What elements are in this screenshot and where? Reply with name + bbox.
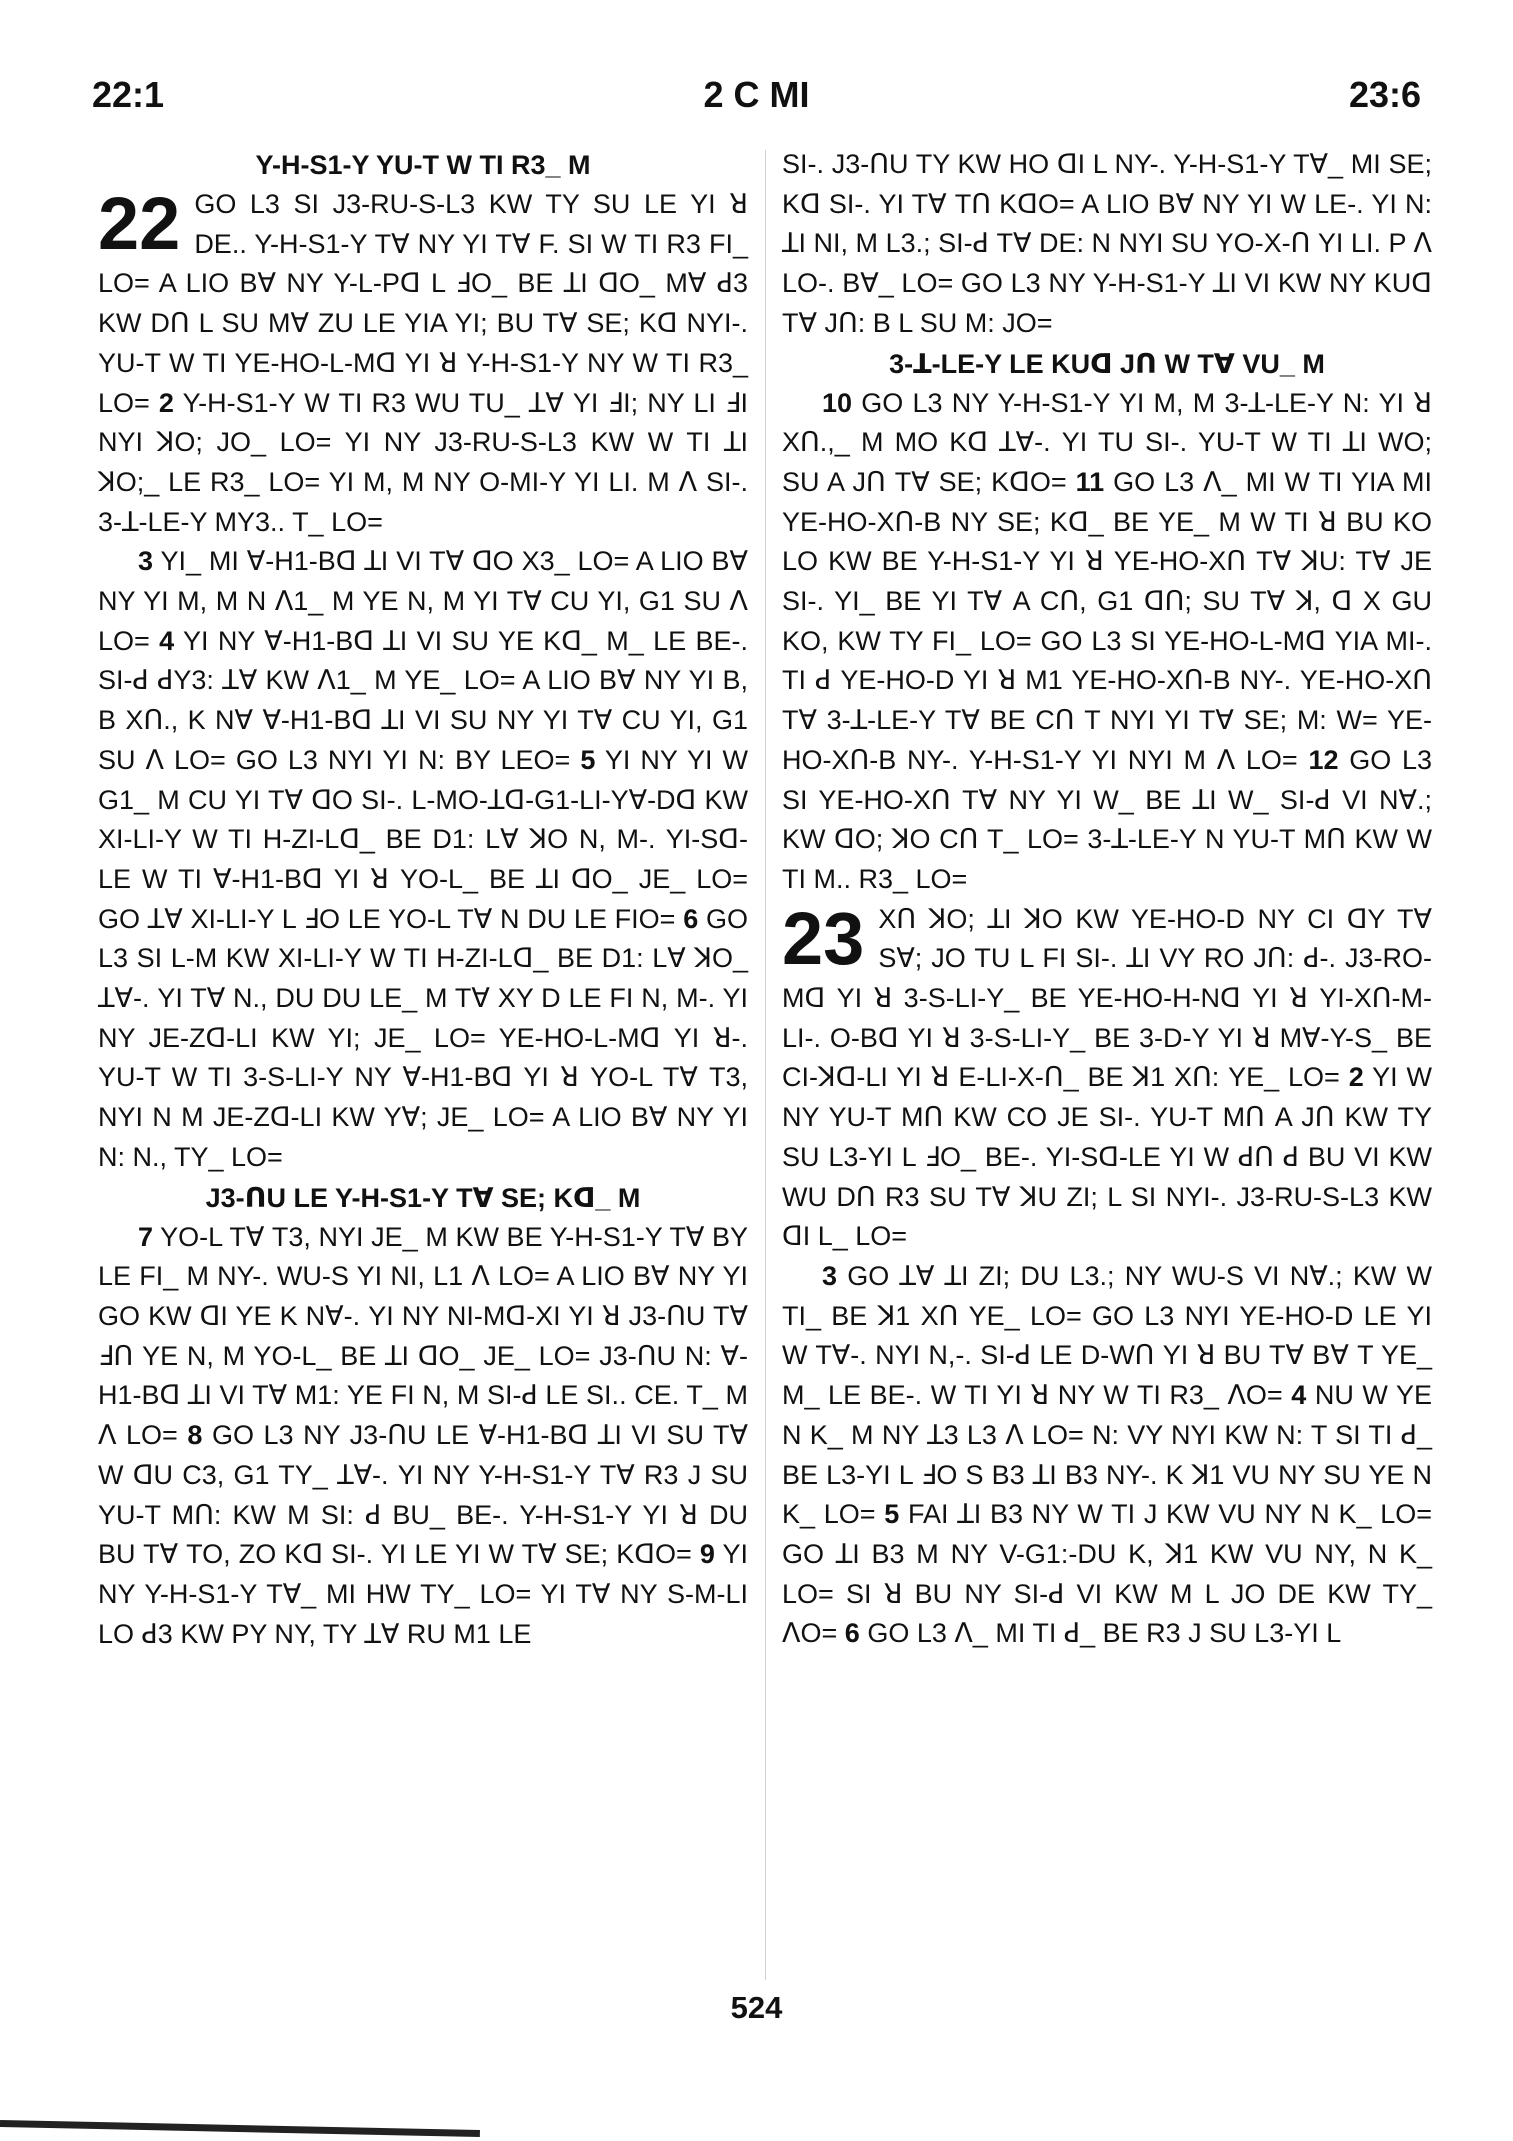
section-heading: 3-ꓕ-LE-Y LE KUꓷ Jꓵ W Tꓯ VU_ M [889,348,1325,379]
paragraph [782,384,1432,900]
verse-text: GO L3 NY Y-H-S1-Y YI M, M 3-ꓕ-LE-Y N: YI ꓤ Xꓵ.,_ M MO Kꓷ ꓕꓯ-. YI TU SI-. YU-T W TI ꓕI WO; SU A Jꓵ Tꓯ SE; KꓷO= [782,387,1432,497]
left-column [98,145,748,1654]
verse-text: YI NY YI W G1_ M CU YI Tꓯ ꓷO SI-. L-MO-ꓕꓷ-G1-LI-Yꓯ-Dꓷ KW XI-LI-Y W TI H-ZI-Lꓷ_ BE D1: Lꓯ ꓘO N, M-. YI-Sꓷ-LE W TI ꓯ-H1-Bꓷ YI ꓤ YO-L_ BE ꓕI ꓷO_ JE_ LO= GO ꓕꓯ XI-LI-Y L ꓞO LE YO-L Tꓯ N DU LE FIO= [98,744,748,934]
verse-text: NU W YE N K_ M NY ꓕ3 L3 ꓥ LO= N: VY NYI KW N: T SI TI ꓒ_ BE L3-YI L ꓞO S B3 ꓕI B3 NY-. K ꓘ1 VU NY SU YE N K_ LO= [782,1380,1432,1530]
verse-text: Xꓵ ꓘO; ꓕI ꓘO KW YE-HO-D NY CI ꓷY Tꓯ Sꓯ; JO TU L FI SI-. ꓕI VY RO Jꓵ: ꓒ-. J3-RO-Mꓷ YI ꓤ 3-S-LI-Y_ BE YE-HO-H-Nꓷ YI ꓤ YI-Xꓵ-M-LI-. O-Bꓷ YI ꓤ 3-S-LI-Y_ BE 3-D-Y YI ꓤ Mꓯ-Y-S_ BE CI-ꓘꓷ-LI YI ꓤ E-LI-X-ꓵ_ BE ꓘ1 Xꓵ: YE_ LO= [782,903,1432,1093]
verse-number: 4 [1291,1380,1307,1411]
verse-text: GO L3 ꓥ_ MI TI ꓒ_ BE R3 J SU L3-YI L [867,1618,1342,1649]
section-heading: J3-ꓵU LE Y-H-S1-Y Tꓯ SE; Kꓷ_ M [205,1182,641,1213]
verse-text: YI NY Y-H-S1-Y Tꓯ_ MI HW TY_ LO= YI Tꓯ NY S-M-LI LO ꓒ3 KW PY NY, TY ꓕꓯ RU M1 LE [98,1539,749,1649]
verse-number: 5 [580,744,596,775]
paragraph [98,542,748,1177]
column-divider [765,150,766,1980]
verse-number: 5 [884,1499,900,1530]
verse-number: 10 [822,387,853,418]
paragraph [98,1218,748,1655]
verse-number: 12 [1308,744,1339,775]
verse-text: GO L3 SI L-M KW XI-LI-Y W TI H-ZI-Lꓷ_ BE D1: Lꓯ ꓘO_ ꓕꓯ-. YI Tꓯ N., DU DU LE_ M Tꓯ XY D LE FI N, M-. YI NY JE-Zꓷ-LI KW YI; JE_ LO= YE-HO-L-Mꓷ YI ꓤ-. YU-T W TI 3-S-LI-Y NY ꓯ-H1-Bꓷ YI ꓤ YO-L Tꓯ T3, NYI N M JE-Zꓷ-LI KW Yꓯ; JE_ LO= A LIO Bꓯ NY YI N: N., TY_ LO= [98,903,748,1172]
verse-text: GO L3 NY J3-ꓵU LE ꓯ-H1-Bꓷ ꓕI VI SU Tꓯ W ꓷU C3, G1 TY_ ꓕꓯ-. YI NY Y-H-S1-Y Tꓯ R3 J SU YU-T Mꓵ: KW M SI: ꓒ BU_ BE-. Y-H-S1-Y YI ꓤ DU BU Tꓯ TO, ZO Kꓷ SI-. YI LE YI W Tꓯ SE; KꓷO= [98,1420,748,1570]
verse-number: 2 [1348,1062,1364,1093]
verse-text: YI_ MI ꓯ-H1-Bꓷ ꓕI VI Tꓯ ꓷO X3_ LO= A LIO Bꓯ NY YI M, M N ꓥ1_ M YE N, M YI Tꓯ CU YI, G1 SU ꓥ LO= [98,546,748,656]
paragraph [782,896,1432,1257]
verse-text: FAI ꓕI B3 NY W TI J KW VU NY N K_ LO= GO ꓕI B3 M NY V-G1:-DU K, ꓘ1 KW VU NY, N K_ LO= SI ꓤ BU NY SI-ꓒ VI KW M L JO DE KW TY_ ꓥO= [782,1499,1432,1649]
right-column [782,145,1432,1654]
verse-number: 3 [822,1260,838,1291]
verse-number: 7 [138,1221,154,1252]
verse-number: 8 [187,1420,203,1451]
page-header [92,74,1421,122]
chapter-number: 23 [782,896,865,980]
verse-number: 9 [699,1539,715,1570]
verse-number: 6 [683,903,699,934]
verse-text: GO L3 ꓥ_ MI W TI YIA MI YE-HO-Xꓵ-B NY SE; Kꓷ_ BE YE_ M W TI ꓤ BU KO LO KW BE Y-H-S1-Y YI ꓤ YE-HO-Xꓵ Tꓯ ꓘU: Tꓯ JE SI-. YI_ BE YI Tꓯ A Cꓵ, G1 ꓷꓵ; SU Tꓯ ꓘ, ꓷ X GU KO, KW TY FI_ LO= GO L3 SI YE-HO-L-Mꓷ YIA MI-. TI ꓒ YE-HO-D YI ꓤ M1 YE-HO-Xꓵ-B NY-. YE-HO-Xꓵ Tꓯ 3-ꓕ-LE-Y Tꓯ BE Cꓵ T NYI YI Tꓯ SE; M: W= YE-HO-Xꓵ-B NY-. Y-H-S1-Y YI NYI M ꓥ LO= [782,466,1432,775]
header-book-title: 2 C MI [703,74,810,115]
verse-number: 2 [158,387,174,418]
section-heading: Y-H-S1-Y YU-T W TI R3_ M [255,150,591,180]
verse-text: GO L3 SI J3-RU-S-L3 KW TY SU LE YI ꓤ DE.. Y-H-S1-Y Tꓯ NY YI Tꓯ F. SI W TI R3 FI_ LO= A LIO Bꓯ NY Y-L-Pꓷ L ꓞO_ BE ꓕI ꓷO_ Mꓯ ꓒ3 KW Dꓵ L SU Mꓯ ZU LE YIA YI; BU Tꓯ SE; Kꓷ NYI-. YU-T W TI YE-HO-L-Mꓷ YI ꓤ Y-H-S1-Y NY W TI R3_ LO= [98,189,748,418]
header-chapter-verse-start: 22:1 [92,74,165,115]
scan-edge-line [0,2120,480,2137]
paragraph [98,182,748,542]
verse-number: 6 [844,1618,860,1649]
verse-number: 3 [138,546,154,577]
verse-text: YO-L Tꓯ T3, NYI JE_ M KW BE Y-H-S1-Y Tꓯ BY LE FI_ M NY-. WU-S YI NI, L1 ꓥ LO= A LIO Bꓯ NY YI GO KW ꓷI YE K Nꓯ-. YI NY NI-Mꓷ-XI YI ꓤ J3-ꓵU Tꓯ ꓞꓵ YE N, M YO-L_ BE ꓕI ꓷO_ JE_ LO= J3-ꓵU N: ꓯ-H1-Bꓷ ꓕI VI Tꓯ M1: YE FI N, M SI-ꓒ LE SI.. CE. T_ M ꓥ LO= [98,1221,748,1451]
paragraph [782,145,1432,344]
verse-text: Y-H-S1-Y W TI R3 WU TU_ ꓕꓯ YI ꓞI; NY LI ꓞI NYI ꓘO; JO_ LO= YI NY J3-RU-S-L3 KW W TI ꓕI ꓘO;_ LE R3_ LO= YI M, M NY O-MI-Y YI LI. M ꓥ SI-. 3-ꓕ-LE-Y MY3.. T_ LO= [98,387,748,537]
verse-text: YI W NY YU-T Mꓵ KW CO JE SI-. YU-T Mꓵ A Jꓵ KW TY SU L3-YI L ꓞO_ BE-. YI-Sꓷ-LE YI W ꓒꓵ ꓒ BU VI KW WU Dꓵ R3 SU Tꓯ ꓘU ZI; L SI NYI-. J3-RU-S-L3 KW ꓷI L_ LO= [782,1062,1432,1252]
page-number: 524 [730,1990,783,2025]
verse-text: GO L3 SI YE-HO-Xꓵ Tꓯ NY YI W_ BE ꓕI W_ SI-ꓒ VI Nꓯ.; KW ꓷO; ꓘO Cꓵ T_ LO= 3-ꓕ-LE-Y N YU-T Mꓵ KW W TI M.. R3_ LO= [782,744,1432,894]
verse-number: 4 [159,625,175,656]
paragraph [782,1257,1432,1654]
verse-text: GO ꓕꓯ ꓕI ZI; DU L3.; NY WU-S VI Nꓯ.; KW W TI_ BE ꓘ1 Xꓵ YE_ LO= GO L3 NYI YE-HO-D LE YI W Tꓯ-. NYI N,-. SI-ꓒ LE D-Wꓵ YI ꓤ BU Tꓯ Bꓯ T YE_ M_ LE BE-. W TI YI ꓤ NY W TI R3_ ꓥO= [782,1260,1432,1411]
chapter-number: 22 [98,182,181,265]
verse-text: YI NY ꓯ-H1-Bꓷ ꓕI VI SU YE Kꓷ_ M_ LE BE-. SI-ꓒ ꓒY3: ꓕꓯ KW ꓥ1_ M YE_ LO= A LIO Bꓯ NY YI B, B Xꓵ., K Nꓯ ꓯ-H1-Bꓷ ꓕI VI SU NY YI Tꓯ CU YI, G1 SU ꓥ LO= GO L3 NYI YI N: BY LEO= [98,625,748,775]
verse-number: 11 [1075,466,1105,497]
verse-text: SI-. J3-ꓵU TY KW HO ꓷI L NY-. Y-H-S1-Y Tꓯ_ MI SE; Kꓷ SI-. YI Tꓯ Tꓵ KꓷO= A LIO Bꓯ NY YI W LE-. YI N: ꓕI NI, M L3.; SI-ꓒ Tꓯ DE: N NYI SU YO-X-ꓵ YI LI. P ꓥ LO-. Bꓯ_ LO= GO L3 NY Y-H-S1-Y ꓕI VI KW NY KUꓷ Tꓯ Jꓵ: B L SU M: JO= [782,149,1432,338]
header-chapter-verse-end: 23:6 [1348,74,1421,115]
